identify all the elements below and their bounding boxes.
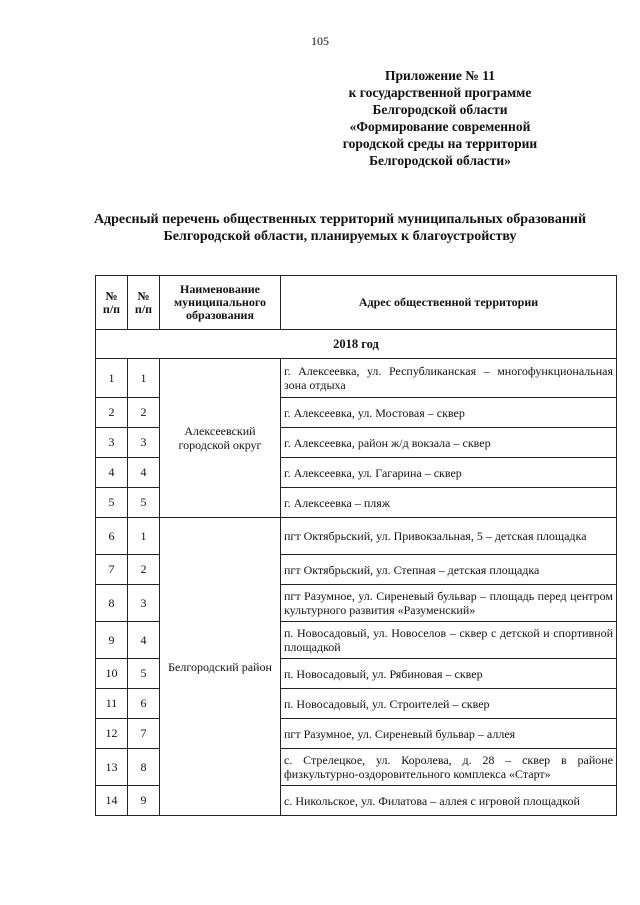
row-sub-number: 5 — [128, 659, 160, 689]
header-number-2: № п/п — [128, 276, 160, 330]
row-number: 8 — [96, 585, 128, 622]
address-cell: г. Алексеевка, ул. Республиканская – многофункциональная зона отдыха — [281, 359, 617, 398]
header-number-1: № п/п — [96, 276, 128, 330]
document-title — [60, 211, 620, 245]
year-row — [96, 330, 617, 359]
row-sub-number: 2 — [128, 398, 160, 428]
row-number: 6 — [96, 518, 128, 555]
municipality-cell: Белгородский район — [160, 518, 281, 816]
year-label: 2018 год — [96, 330, 617, 359]
address-cell: г. Алексеевка – пляж — [281, 488, 617, 518]
row-sub-number: 1 — [128, 359, 160, 398]
address-cell: г. Алексеевка, район ж/д вокзала – сквер — [281, 428, 617, 458]
appendix-line: к государственной программе — [348, 85, 532, 100]
header-municipality: Наименование муниципального образования — [160, 276, 281, 330]
address-cell: пгт Октябрьский, ул. Привокзальная, 5 – детская площадка — [281, 518, 617, 555]
row-number: 7 — [96, 555, 128, 585]
table-row — [96, 518, 617, 555]
row-number: 1 — [96, 359, 128, 398]
title-line: Белгородской области, планируемых к благоустройству — [163, 229, 517, 244]
appendix-line: «Формирование современной — [349, 119, 531, 134]
address-cell: пгт Разумное, ул. Сиреневый бульвар – площадь перед центром культурного развития «Разуменский» — [281, 585, 617, 622]
row-sub-number: 2 — [128, 555, 160, 585]
address-table — [95, 275, 617, 816]
row-number: 9 — [96, 622, 128, 659]
address-cell: п. Новосадовый, ул. Строителей – сквер — [281, 689, 617, 719]
address-cell: пгт Октябрьский, ул. Степная – детская площадка — [281, 555, 617, 585]
address-cell: п. Новосадовый, ул. Новоселов – сквер с детской и спортивной площадкой — [281, 622, 617, 659]
table-header-row — [96, 276, 617, 330]
appendix-header — [290, 67, 590, 169]
header-address: Адрес общественной территории — [281, 276, 617, 330]
row-sub-number: 7 — [128, 719, 160, 749]
row-number: 2 — [96, 398, 128, 428]
row-number: 3 — [96, 428, 128, 458]
address-cell: пгт Разумное, ул. Сиреневый бульвар – аллея — [281, 719, 617, 749]
address-cell: г. Алексеевка, ул. Мостовая – сквер — [281, 398, 617, 428]
row-number: 4 — [96, 458, 128, 488]
row-sub-number: 5 — [128, 488, 160, 518]
address-cell: п. Новосадовый, ул. Рябиновая – сквер — [281, 659, 617, 689]
row-number: 11 — [96, 689, 128, 719]
row-number: 13 — [96, 749, 128, 786]
appendix-line: Белгородской области — [372, 102, 508, 117]
row-sub-number: 4 — [128, 458, 160, 488]
page-number: 105 — [311, 34, 329, 48]
row-number: 12 — [96, 719, 128, 749]
row-number: 10 — [96, 659, 128, 689]
row-sub-number: 9 — [128, 786, 160, 816]
table-row — [96, 359, 617, 398]
appendix-line: Приложение № 11 — [385, 68, 495, 83]
municipality-cell: Алексеевский городской округ — [160, 359, 281, 518]
address-cell: с. Стрелецкое, ул. Королева, д. 28 – сквер в районе физкультурно-оздоровительного комплекса «Старт» — [281, 749, 617, 786]
row-sub-number: 3 — [128, 428, 160, 458]
row-sub-number: 1 — [128, 518, 160, 555]
row-sub-number: 3 — [128, 585, 160, 622]
address-cell: с. Никольское, ул. Филатова – аллея с игровой площадкой — [281, 786, 617, 816]
row-sub-number: 4 — [128, 622, 160, 659]
address-cell: г. Алексеевка, ул. Гагарина – сквер — [281, 458, 617, 488]
row-number: 14 — [96, 786, 128, 816]
title-line: Адресный перечень общественных территорий муниципальных образований — [93, 212, 587, 227]
row-number: 5 — [96, 488, 128, 518]
row-sub-number: 8 — [128, 749, 160, 786]
appendix-line: городской среды на территории — [342, 136, 538, 151]
appendix-line: Белгородской области» — [369, 153, 511, 168]
row-sub-number: 6 — [128, 689, 160, 719]
